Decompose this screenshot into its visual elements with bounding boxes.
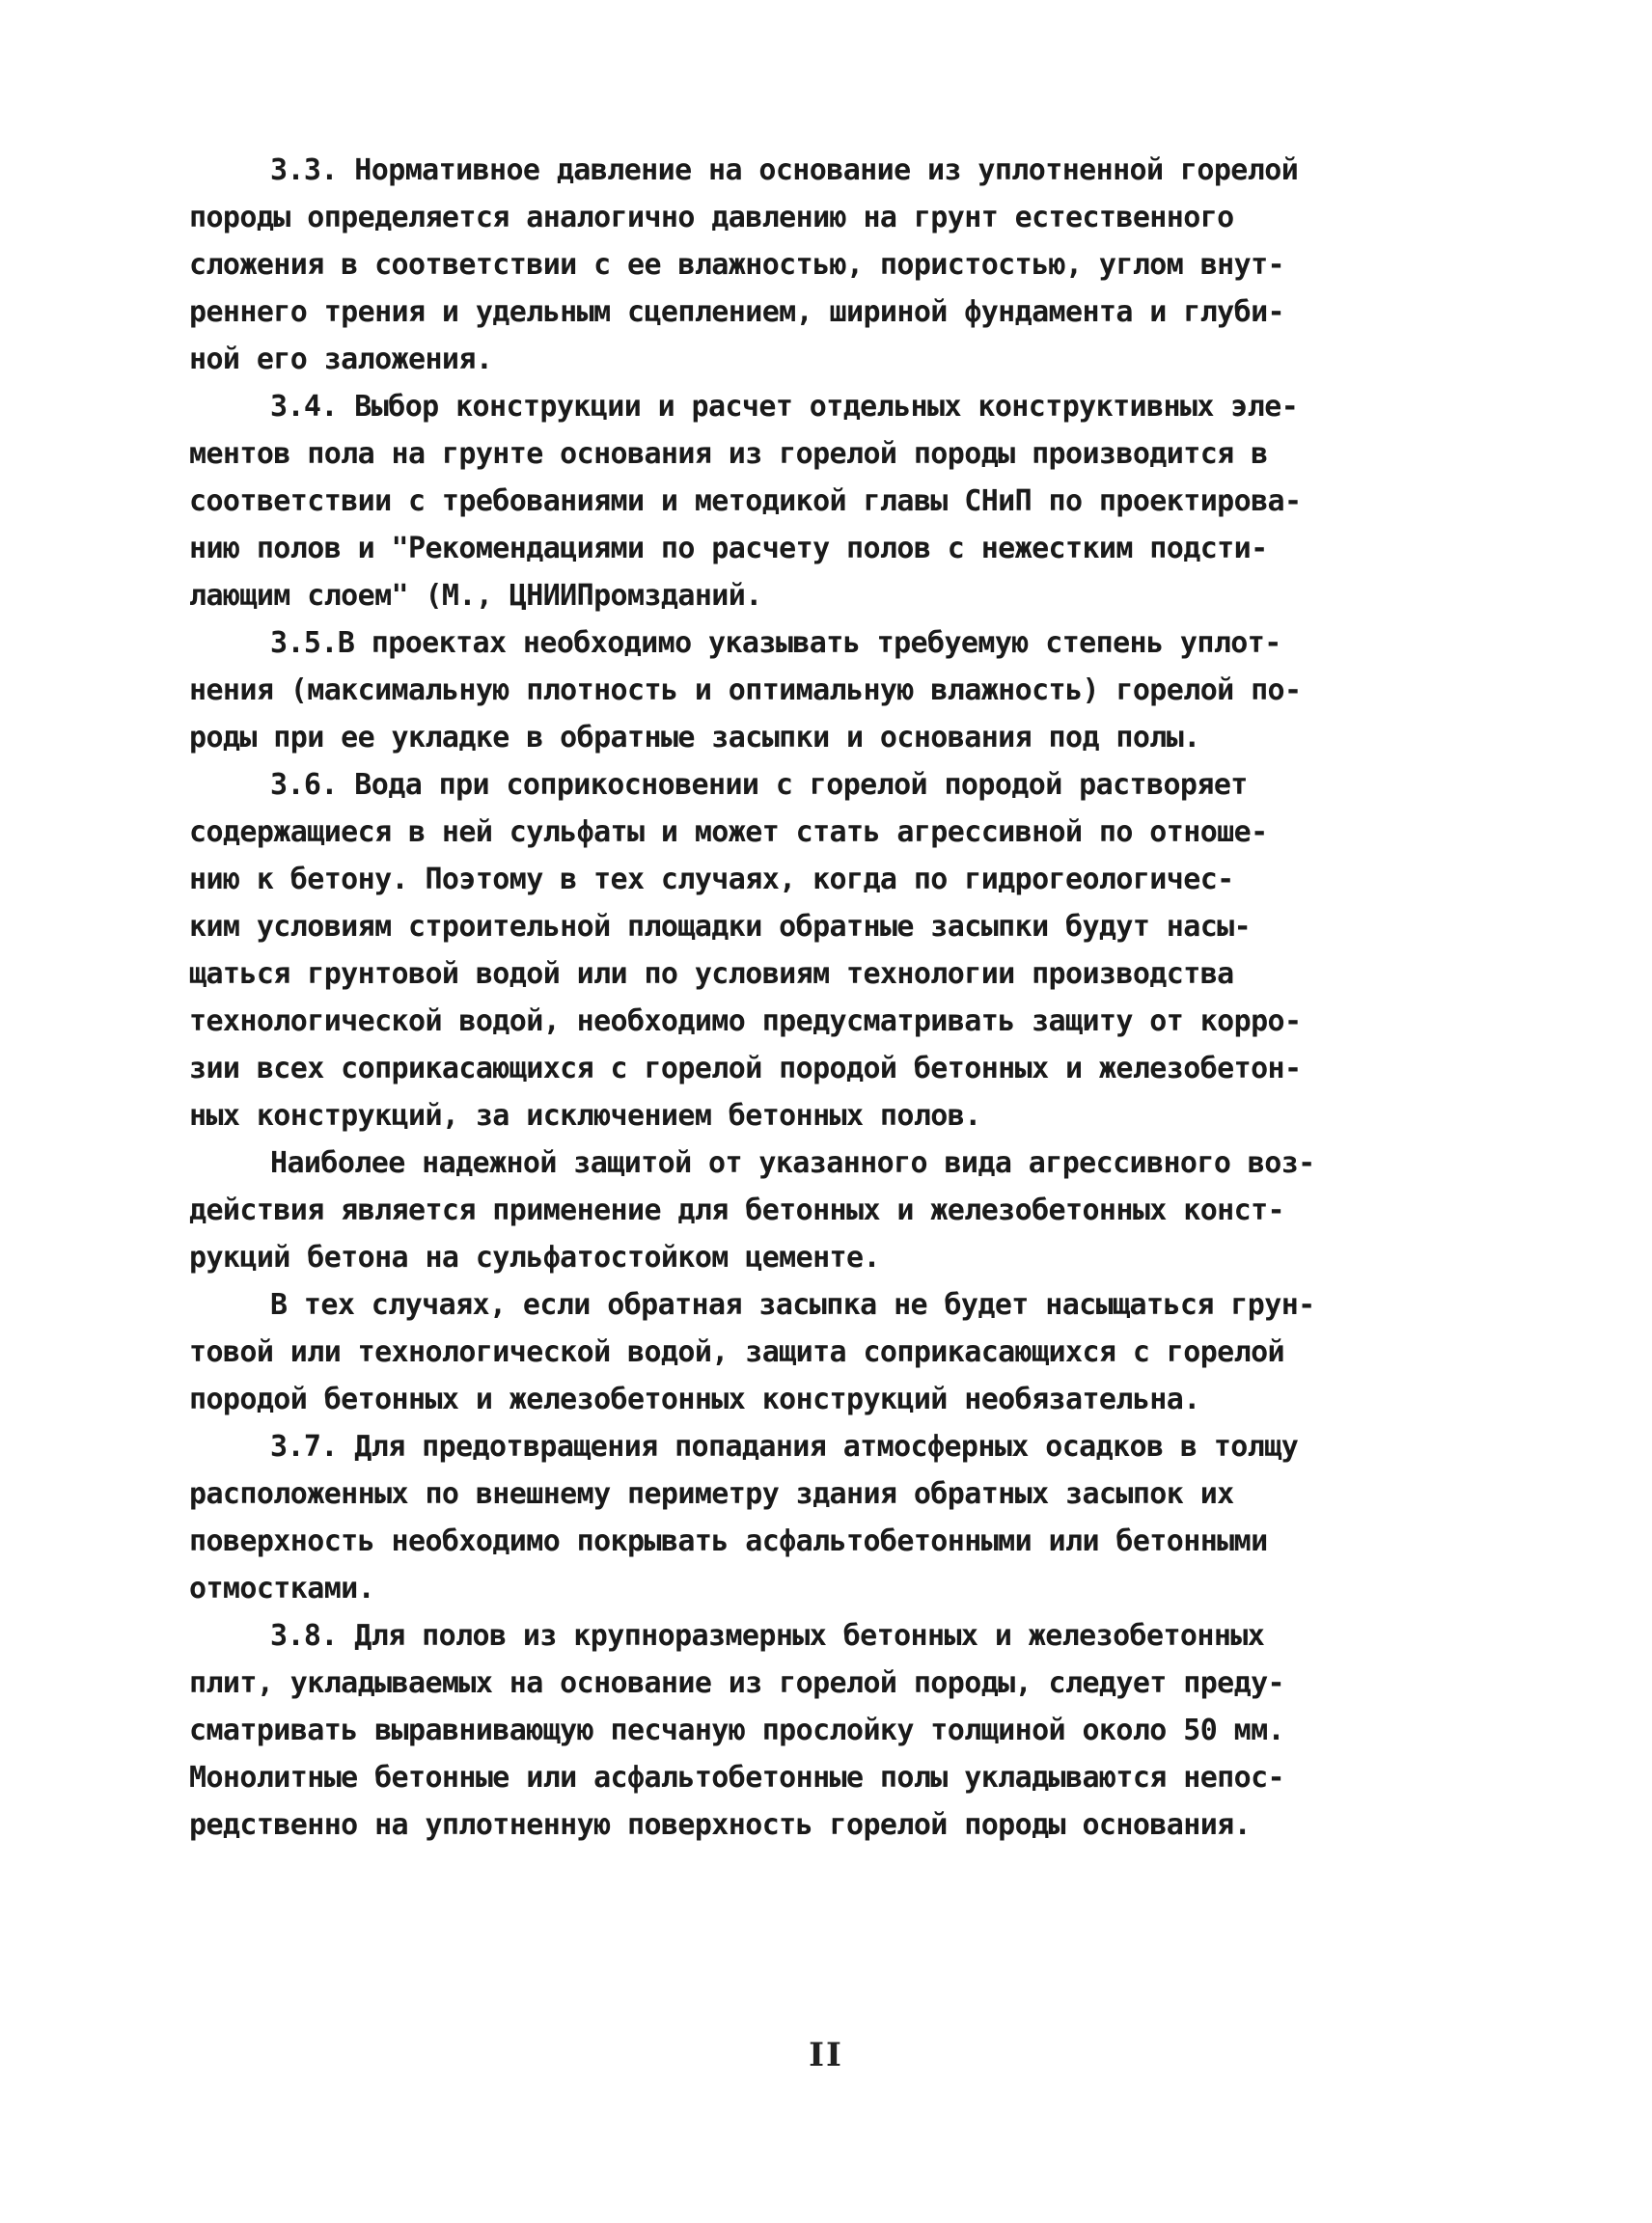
text-line: 3.6. Вода при соприкосновении с горелой породой растворяет xyxy=(270,768,1248,802)
text-line: зии всех соприкасающихся с горелой породой бетонных и железобетон- xyxy=(189,1052,1302,1085)
text-line: Монолитные бетонные или асфальтобетонные полы укладываются непос- xyxy=(189,1761,1284,1795)
text-line: рукций бетона на сульфатостойком цементе. xyxy=(189,1241,880,1275)
paragraph-3-6-exception xyxy=(189,1281,1473,1423)
text-line: 3.3. Нормативное давление на основание из уплотненной горелой xyxy=(270,153,1299,187)
text-line: нию полов и "Рекомендациями по расчету полов с нежестким подсти- xyxy=(189,532,1268,565)
text-line: сложения в соответствии с ее влажностью, пористостью, углом внут- xyxy=(189,248,1284,282)
text-line: Наиболее надежной защитой от указанного вида агрессивного воз- xyxy=(270,1146,1315,1180)
text-line: 3.5.В проектах необходимо указывать требуемую степень уплот- xyxy=(270,626,1281,660)
text-line: щаться грунтовой водой или по условиям технологии производства xyxy=(189,957,1234,991)
text-line: 3.7. Для предотвращения попадания атмосферных осадков в толщу xyxy=(270,1430,1299,1464)
document-body xyxy=(189,147,1473,1849)
text-line: технологической водой, необходимо предусматривать защиту от корро- xyxy=(189,1004,1302,1038)
text-line: плит, укладываемых на основание из горелой породы, следует преду- xyxy=(189,1666,1284,1700)
paragraph-3-7 xyxy=(189,1423,1473,1612)
text-line: породы определяется аналогично давлению на грунт естественного xyxy=(189,201,1234,234)
text-line: роды при ее укладке в обратные засыпки и основания под полы. xyxy=(189,721,1200,755)
text-line: содержащиеся в ней сульфаты и может стать агрессивной по отноше- xyxy=(189,815,1268,849)
text-line: редственно на уплотненную поверхность горелой породы основания. xyxy=(189,1808,1252,1842)
text-line: нения (максимальную плотность и оптимальную влажность) горелой по- xyxy=(189,673,1302,707)
text-line: поверхность необходимо покрывать асфальтобетонными или бетонными xyxy=(189,1524,1268,1558)
paragraph-3-3 xyxy=(189,147,1473,383)
paragraph-3-6-protection xyxy=(189,1139,1473,1281)
paragraph-3-5 xyxy=(189,619,1473,761)
text-line: сматривать выравнивающую песчаную прослойку толщиной около 50 мм. xyxy=(189,1714,1284,1747)
text-line: 3.4. Выбор конструкции и расчет отдельных конструктивных эле- xyxy=(270,390,1299,424)
text-line: ментов пола на грунте основания из горелой породы производится в xyxy=(189,437,1268,471)
paragraph-3-6 xyxy=(189,761,1473,1139)
text-line: ким условиям строительной площадки обратные засыпки будут насы- xyxy=(189,910,1252,944)
text-line: отмостками. xyxy=(189,1572,375,1606)
text-line: нию к бетону. Поэтому в тех случаях, когда по гидрогеологичес- xyxy=(189,863,1234,896)
text-line: лающим слоем" (М., ЦНИИПромзданий. xyxy=(189,579,762,613)
paragraph-3-8 xyxy=(189,1612,1473,1849)
text-line: 3.8. Для полов из крупноразмерных бетонных и железобетонных xyxy=(270,1619,1265,1653)
text-line: расположенных по внешнему периметру здания обратных засыпок их xyxy=(189,1477,1234,1511)
text-line: ных конструкций, за исключением бетонных полов. xyxy=(189,1099,981,1133)
page-number: II xyxy=(809,2036,843,2074)
text-line: соответствии с требованиями и методикой главы СНиП по проектирова- xyxy=(189,484,1302,518)
text-line: В тех случаях, если обратная засыпка не будет насыщаться грун- xyxy=(270,1288,1315,1322)
text-line: ной его заложения. xyxy=(189,343,493,376)
paragraph-3-4 xyxy=(189,383,1473,619)
text-line: товой или технологической водой, защита соприкасающихся с горелой xyxy=(189,1335,1284,1369)
text-line: действия является применение для бетонных и железобетонных конст- xyxy=(189,1194,1284,1227)
text-line: породой бетонных и железобетонных конструкций необязательна. xyxy=(189,1383,1200,1416)
text-line: реннего трения и удельным сцеплением, шириной фундамента и глуби- xyxy=(189,295,1284,329)
